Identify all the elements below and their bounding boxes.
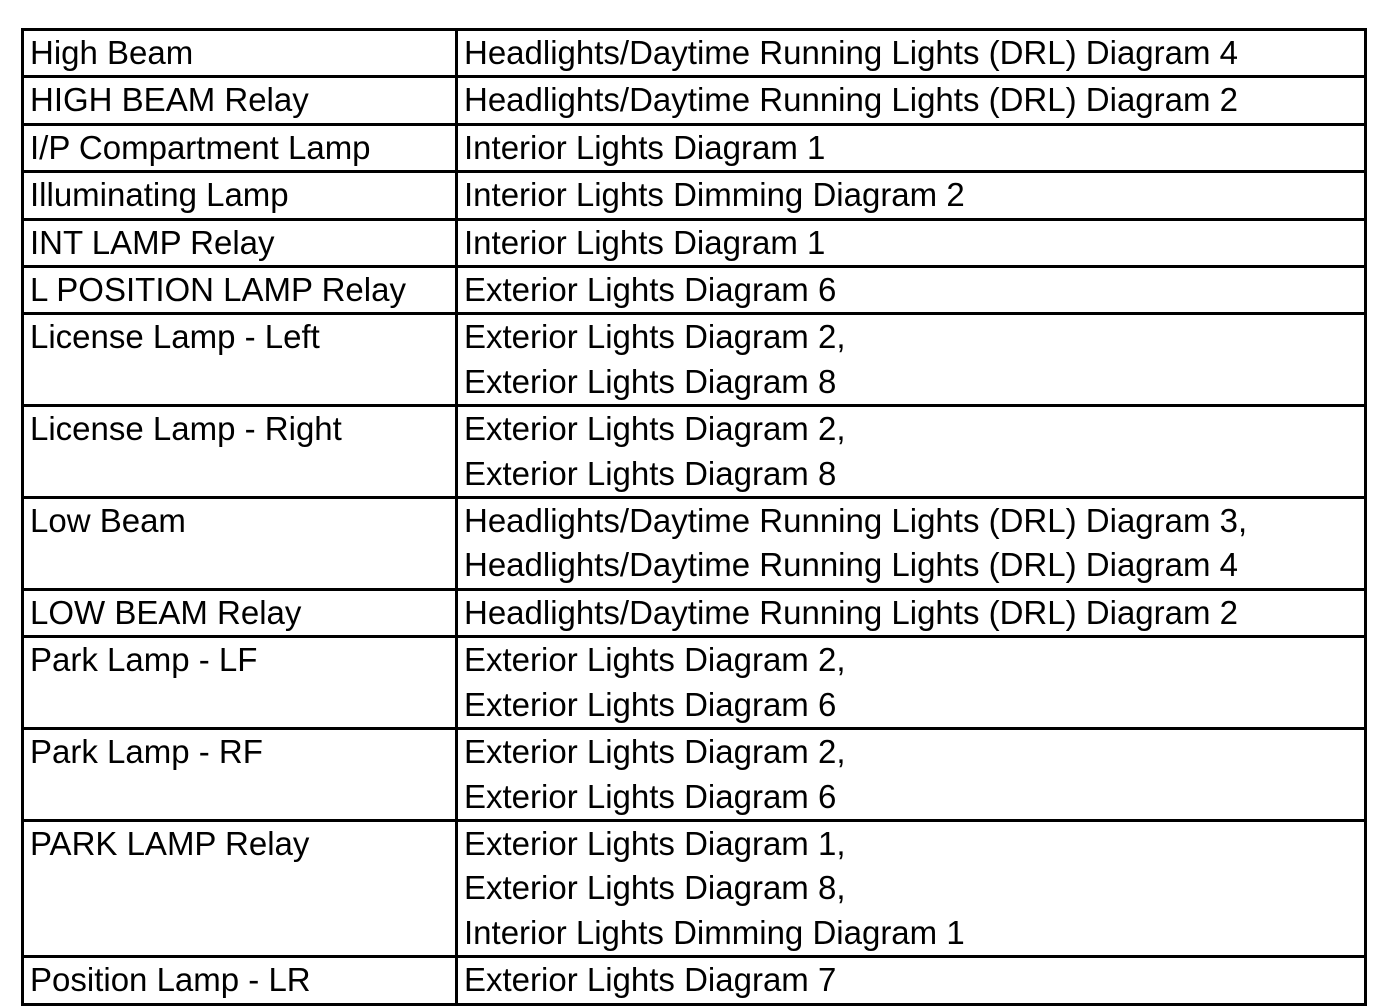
- diagram-ref: Exterior Lights Diagram 6: [464, 685, 837, 723]
- diagram-ref: Headlights/Daytime Running Lights (DRL) Diagram 2: [464, 81, 1239, 119]
- table-row: [23, 77, 1366, 124]
- diagram-ref: Exterior Lights Diagram 8: [464, 362, 837, 400]
- table-row: [23, 820, 1366, 956]
- component-name-cell: High Beam: [23, 30, 457, 77]
- diagram-refs-cell: [457, 77, 1366, 124]
- table-body: [23, 30, 1366, 1005]
- component-name-cell: Park Lamp - RF: [23, 729, 457, 821]
- table-row: [23, 637, 1366, 729]
- diagram-ref: Interior Lights Diagram 1: [464, 128, 826, 166]
- component-name-cell: License Lamp - Right: [23, 406, 457, 498]
- table-row: [23, 124, 1366, 171]
- table-row: [23, 314, 1366, 406]
- table-row: [23, 30, 1366, 77]
- diagram-refs-cell: [457, 124, 1366, 171]
- component-name-cell: HIGH BEAM Relay: [23, 77, 457, 124]
- component-name-cell: L POSITION LAMP Relay: [23, 267, 457, 314]
- table-row: [23, 498, 1366, 590]
- diagram-refs-cell: [457, 820, 1366, 956]
- table-row: [23, 729, 1366, 821]
- diagram-refs-cell: [457, 30, 1366, 77]
- diagram-ref: Exterior Lights Diagram 2,: [464, 641, 846, 679]
- diagram-ref: Headlights/Daytime Running Lights (DRL) Diagram 2: [464, 593, 1239, 631]
- diagram-refs-cell: [457, 589, 1366, 636]
- diagram-ref: Exterior Lights Diagram 8,: [464, 869, 846, 907]
- diagram-ref: Exterior Lights Diagram 6: [464, 271, 837, 309]
- component-name-cell: PARK LAMP Relay: [23, 820, 457, 956]
- component-name-cell: INT LAMP Relay: [23, 219, 457, 266]
- diagram-refs-cell: [457, 729, 1366, 821]
- diagram-refs-cell: [457, 172, 1366, 219]
- diagram-refs-cell: [457, 219, 1366, 266]
- diagram-ref: Exterior Lights Diagram 6: [464, 777, 837, 815]
- component-name-cell: Low Beam: [23, 498, 457, 590]
- diagram-ref: Exterior Lights Diagram 7: [464, 961, 837, 999]
- component-name-cell: License Lamp - Left: [23, 314, 457, 406]
- component-name-cell: Illuminating Lamp: [23, 172, 457, 219]
- diagram-ref: Exterior Lights Diagram 8: [464, 454, 837, 492]
- component-diagram-table: [21, 28, 1367, 1006]
- diagram-ref: Interior Lights Dimming Diagram 2: [464, 176, 965, 214]
- table-row: [23, 219, 1366, 266]
- table-row: [23, 172, 1366, 219]
- component-name-cell: Park Lamp - LF: [23, 637, 457, 729]
- diagram-ref: Headlights/Daytime Running Lights (DRL) Diagram 3,: [464, 502, 1248, 540]
- diagram-ref: Exterior Lights Diagram 2,: [464, 318, 846, 356]
- diagram-ref: Headlights/Daytime Running Lights (DRL) Diagram 4: [464, 34, 1239, 71]
- diagram-refs-cell: [457, 267, 1366, 314]
- diagram-ref: Exterior Lights Diagram 2,: [464, 733, 846, 771]
- diagram-ref: Interior Lights Diagram 1: [464, 223, 826, 261]
- diagram-ref: Exterior Lights Diagram 1,: [464, 824, 846, 862]
- diagram-ref: Exterior Lights Diagram 2,: [464, 410, 846, 448]
- diagram-refs-cell: [457, 406, 1366, 498]
- diagram-ref: Headlights/Daytime Running Lights (DRL) Diagram 4: [464, 546, 1239, 584]
- component-name-cell: I/P Compartment Lamp: [23, 124, 457, 171]
- table-row: [23, 957, 1366, 1004]
- diagram-refs-cell: [457, 637, 1366, 729]
- component-name-cell: LOW BEAM Relay: [23, 589, 457, 636]
- table-row: [23, 406, 1366, 498]
- diagram-refs-cell: [457, 314, 1366, 406]
- diagram-ref: Interior Lights Dimming Diagram 1: [464, 913, 965, 951]
- diagram-refs-cell: [457, 498, 1366, 590]
- table-row: [23, 589, 1366, 636]
- table-row: [23, 267, 1366, 314]
- diagram-refs-cell: [457, 957, 1366, 1004]
- component-name-cell: Position Lamp - LR: [23, 957, 457, 1004]
